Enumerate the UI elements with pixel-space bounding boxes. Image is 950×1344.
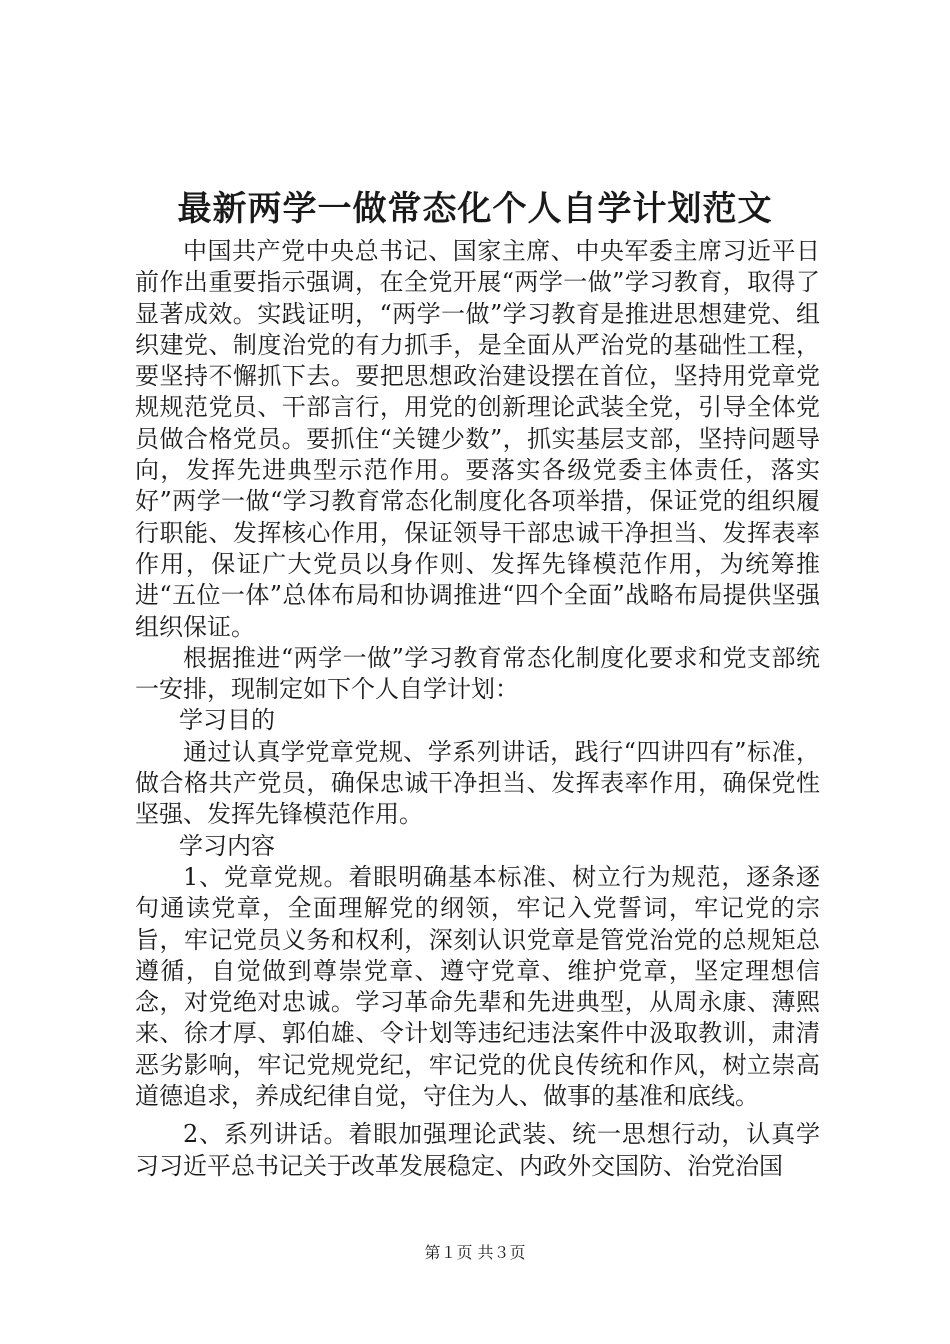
document-body	[135, 236, 820, 1182]
paragraph-purpose: 通过认真学党章党规、学系列讲话，践行“四讲四有”标准，做合格共产党员，确保忠诚干净担当、发挥表率作用，确保党性坚强、发挥先锋模范作用。	[135, 737, 820, 829]
paragraph-item-1: 1、党章党规。着眼明确基本标准、树立行为规范，逐条逐句通读党章，全面理解党的纲领，牢记入党誓词，牢记党的宗旨，牢记党员义务和权利，深刻认识党章是管党治党的总规矩总遵循，自觉做到尊崇党章、遵守党章、维护党章，坚定理想信念，对党绝对忠诚。学习革命先辈和先进典型，从周永康、薄熙来、徐才厚、郭伯雄、令计划等违纪违法案件中汲取教训，肃清恶劣影响，牢记党规党纪，牢记党的优良传统和作风，树立崇高道德追求，养成纪律自觉，守住为人、做事的基准和底线。	[135, 862, 820, 1111]
paragraph-intro: 中国共产党中央总书记、国家主席、中央军委主席习近平日前作出重要指示强调，在全党开展“两学一做”学习教育，取得了显著成效。实践证明，“两学一做”学习教育是推进思想建党、组织建党、制度治党的有力抓手，是全面从严治党的基础性工程，要坚持不懈抓下去。要把思想政治建设摆在首位，坚持用党章党规规范党员、干部言行，用党的创新理论武装全党，引导全体党员做合格党员。要抓住“关键少数”，抓实基层支部，坚持问题导向，发挥先进典型示范作用。要落实各级党委主体责任，落实好”两学一做“学习教育常态化制度化各项举措，保证党的组织履行职能、发挥核心作用，保证领导干部忠诚干净担当、发挥表率作用，保证广大党员以身作则、发挥先锋模范作用，为统筹推进“五位一体”总体布局和协调推进“四个全面”战略布局提供坚强组织保证。	[135, 237, 820, 641]
document-title: 最新两学一做常态化个人自学计划范文	[177, 189, 773, 229]
paragraph-plan-basis: 根据推进“两学一做”学习教育常态化制度化要求和党支部统一安排，现制定如下个人自学计划：	[135, 643, 820, 704]
paragraph-item-2: 2、系列讲话。着眼加强理论武装、统一思想行动，认真学习习近平总书记关于改革发展稳定、内政外交国防、治党治国	[135, 1120, 820, 1180]
section-heading-purpose: 学习目的	[179, 706, 275, 735]
section-heading-content: 学习内容	[179, 831, 275, 860]
page-number-footer: 第１页 共３页	[424, 1243, 526, 1262]
